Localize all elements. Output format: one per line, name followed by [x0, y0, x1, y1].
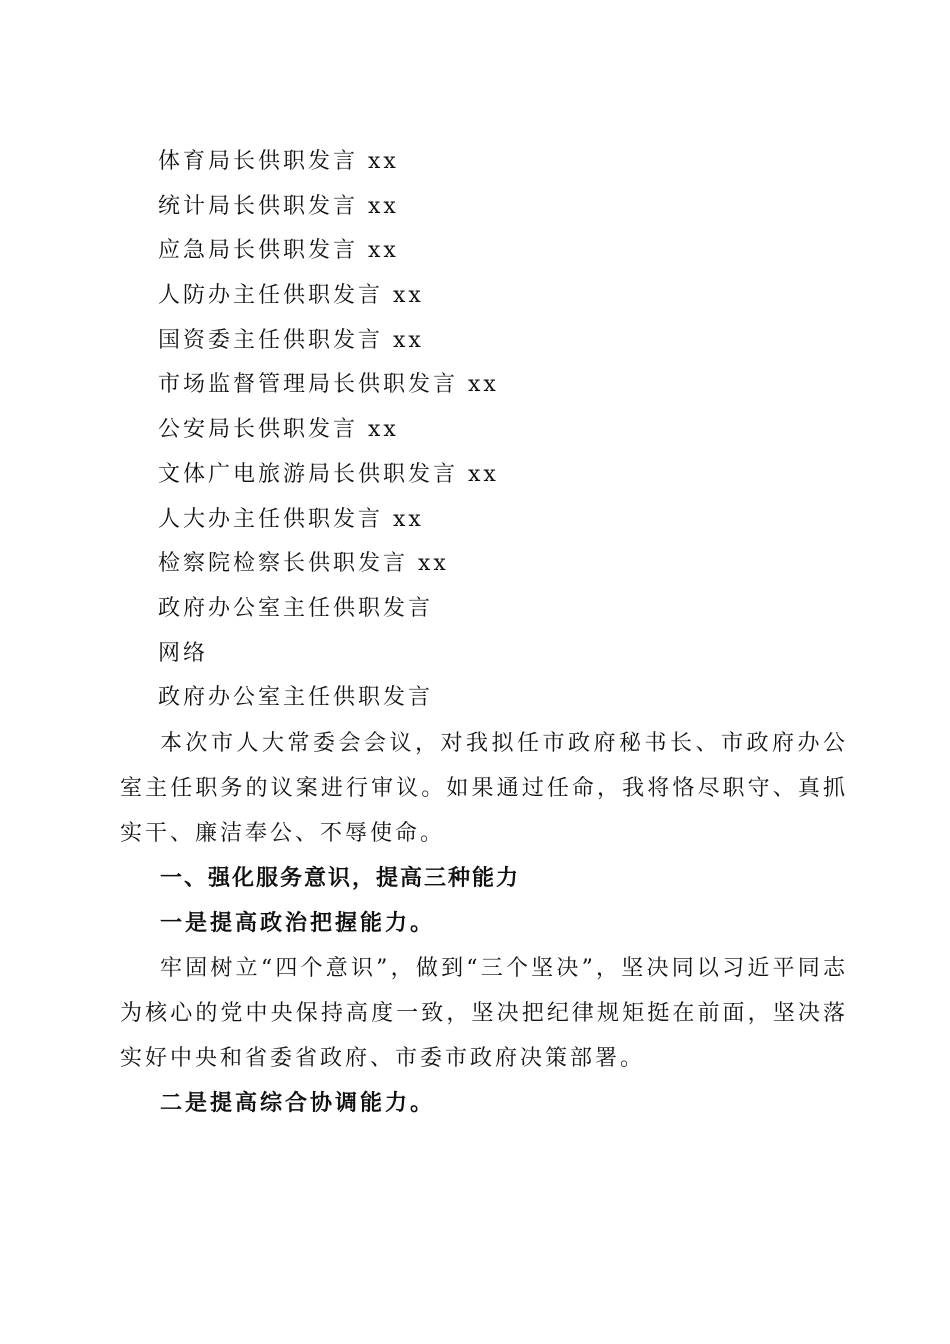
- list-item: 国资委主任供职发言 xx: [158, 327, 424, 353]
- speech-body: [120, 721, 848, 1126]
- list-item: 统计局长供职发言 xx: [158, 193, 399, 219]
- speech-title-list: [158, 140, 858, 721]
- list-item: 网络: [158, 640, 209, 666]
- list-item: 体育局长供职发言 xx: [158, 149, 399, 174]
- point-two-title: 二是提高综合协调能力。: [160, 1090, 436, 1116]
- point-one-title: 一是提高政治把握能力。: [160, 910, 436, 936]
- list-item: 应急局长供职发言 xx: [158, 238, 399, 264]
- point-one-body: 牢固树立“四个意识”，做到“三个坚决”，坚决同以习近平同志为核心的党中央保持高度一致，坚决把纪律规矩挺在前面，坚决落实好中央和省委省政府、市委市政府决策部署。: [120, 956, 848, 1071]
- list-item: 文体广电旅游局长供职发言 xx: [158, 461, 499, 487]
- section-heading: 一、强化服务意识，提高三种能力: [160, 866, 521, 891]
- intro-paragraph: 本次市人大常委会会议，对我拟任市政府秘书长、市政府办公室主任职务的议案进行审议。如果通过任命，我将恪尽职守、真抓实干、廉洁奉公、不辱使命。: [120, 731, 848, 846]
- list-item: 检察院检察长供职发言 xx: [158, 551, 449, 577]
- list-item: 人防办主任供职发言 xx: [158, 283, 424, 309]
- list-item: 人大办主任供职发言 xx: [158, 506, 424, 532]
- list-item: 市场监督管理局长供职发言 xx: [158, 372, 499, 398]
- list-item: 政府办公室主任供职发言: [158, 595, 434, 621]
- list-item: 公安局长供职发言 xx: [158, 417, 399, 443]
- list-item: 政府办公室主任供职发言: [158, 685, 434, 711]
